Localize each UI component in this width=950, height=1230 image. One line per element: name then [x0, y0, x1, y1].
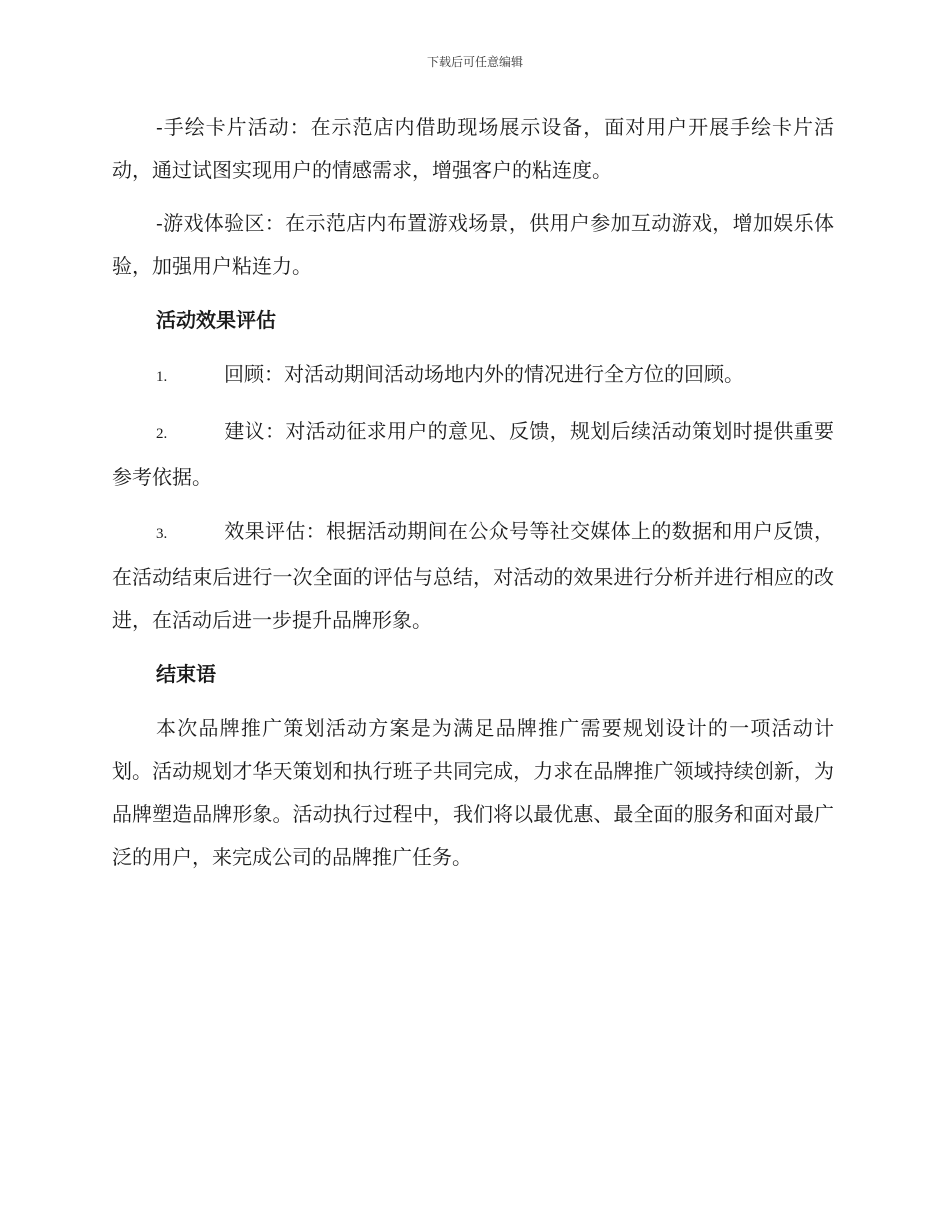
paragraph-conclusion: 本次品牌推广策划活动方案是为满足品牌推广需要规划设计的一项活动计划。活动规划才华天策划和执行班子共同完成，力求在品牌推广领域持续创新，为品牌塑造品牌形象。活动执行过程中，我们将以最优惠、最全面的服务和面对最广泛的用户，来完成公司的品牌推广任务。	[112, 716, 834, 869]
page-header: 下载后可任意编辑	[426, 55, 523, 69]
list-item-text: 回顾：对活动期间活动场地内外的情况进行全方位的回顾。	[224, 362, 744, 386]
list-number: 2.	[156, 426, 168, 442]
list-number: 3.	[156, 526, 168, 542]
document-body	[112, 106, 834, 879]
paragraph-hand-drawn-card-activity: -手绘卡片活动：在示范店内借助现场展示设备，面对用户开展手绘卡片活动，通过试图实现用户的情感需求，增强客户的粘连度。	[112, 115, 834, 182]
list-item-effect-evaluation	[112, 510, 834, 642]
list-number: 1.	[156, 369, 168, 385]
list-item-text: 建议：对活动征求用户的意见、反馈，规划后续活动策划时提供重要参考依据。	[112, 419, 834, 489]
section-heading-evaluation: 活动效果评估	[156, 308, 276, 332]
paragraph-game-experience-zone: -游戏体验区：在示范店内布置游戏场景，供用户参加互动游戏，增加娱乐体验，加强用户粘连力。	[112, 211, 834, 278]
list-item-text: 效果评估：根据活动期间在公众号等社交媒体上的数据和用户反馈，在活动结束后进行一次全面的评估与总结，对活动的效果进行分析并进行相应的改进，在活动后进一步提升品牌形象。	[112, 519, 834, 632]
list-item-review	[112, 353, 834, 399]
list-item-suggestion	[112, 410, 834, 499]
section-heading-conclusion: 结束语	[156, 662, 216, 686]
